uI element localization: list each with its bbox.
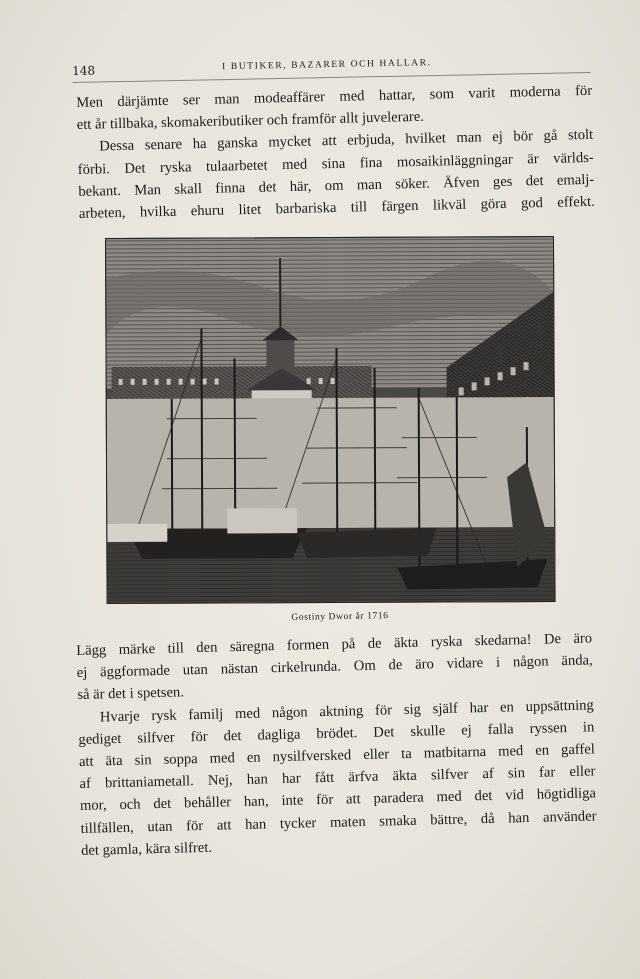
text-line: att äta sin soppa med en nysilfversked eller ta matbitarna med en gaffel: [78, 741, 596, 770]
text-line: tillfällen, utan för att han tycker maten smaka bättre, då han använder: [80, 807, 597, 837]
text-line: Dessa senare ha ganska mycket att erbjuda, hvilket man ej bör gå stolt: [99, 127, 594, 155]
text-line: så är det i spetsen.: [77, 684, 185, 704]
text-line: af brittaniametall. Nej, han har fått ärfva äkta silfver af sin far eller: [79, 763, 596, 793]
text-line: arbeten, hvilka ehuru litet barbariska till färgen likväl göra god effekt.: [78, 193, 595, 222]
text-line: bekant. Man skall finna det här, om man söker. Äfven ges det emalj-: [78, 171, 595, 200]
running-header: [72, 52, 590, 83]
text-line: ej äggformade utan nästan cirkelrunda. Om de äro vidare i någon ända,: [76, 652, 593, 682]
figure-caption: Gostiny Dwor år 1716: [291, 611, 389, 623]
harbor-scene-icon: [106, 237, 555, 603]
text-block-top: [76, 80, 595, 225]
running-title: I BUTIKER, BAZARER OCH HALLAR.: [222, 58, 432, 73]
text-line: Lägg märke till den säregna formen på de äkta ryska skedarna! De äro: [76, 630, 593, 659]
page-number: 148: [72, 63, 96, 78]
text-line: Hvarje rysk familj med någon aktning för sig själf har en uppsättning: [99, 696, 594, 725]
harbor-engraving-illustration: [105, 236, 556, 604]
text-line: gediget silfver för det dagliga brödet. Det skulle ej falla ryssen in: [78, 719, 595, 748]
text-line: förbi. Det ryska tulaarbetet med sina fina mosaikinläggningar är världs-: [77, 149, 594, 178]
text-line: ett år tillbaka, skomakeributiker och framför allt juvelerare.: [76, 108, 425, 134]
text-block-bottom: [76, 627, 597, 861]
text-line: det gamla, kära silfret.: [80, 839, 213, 859]
text-line: Men därjämte ser man modeaffärer med hattar, som varit moderna för: [76, 82, 593, 111]
text-line: mor, och det behåller han, inte för att paradera med det vid högtidliga: [79, 785, 597, 815]
